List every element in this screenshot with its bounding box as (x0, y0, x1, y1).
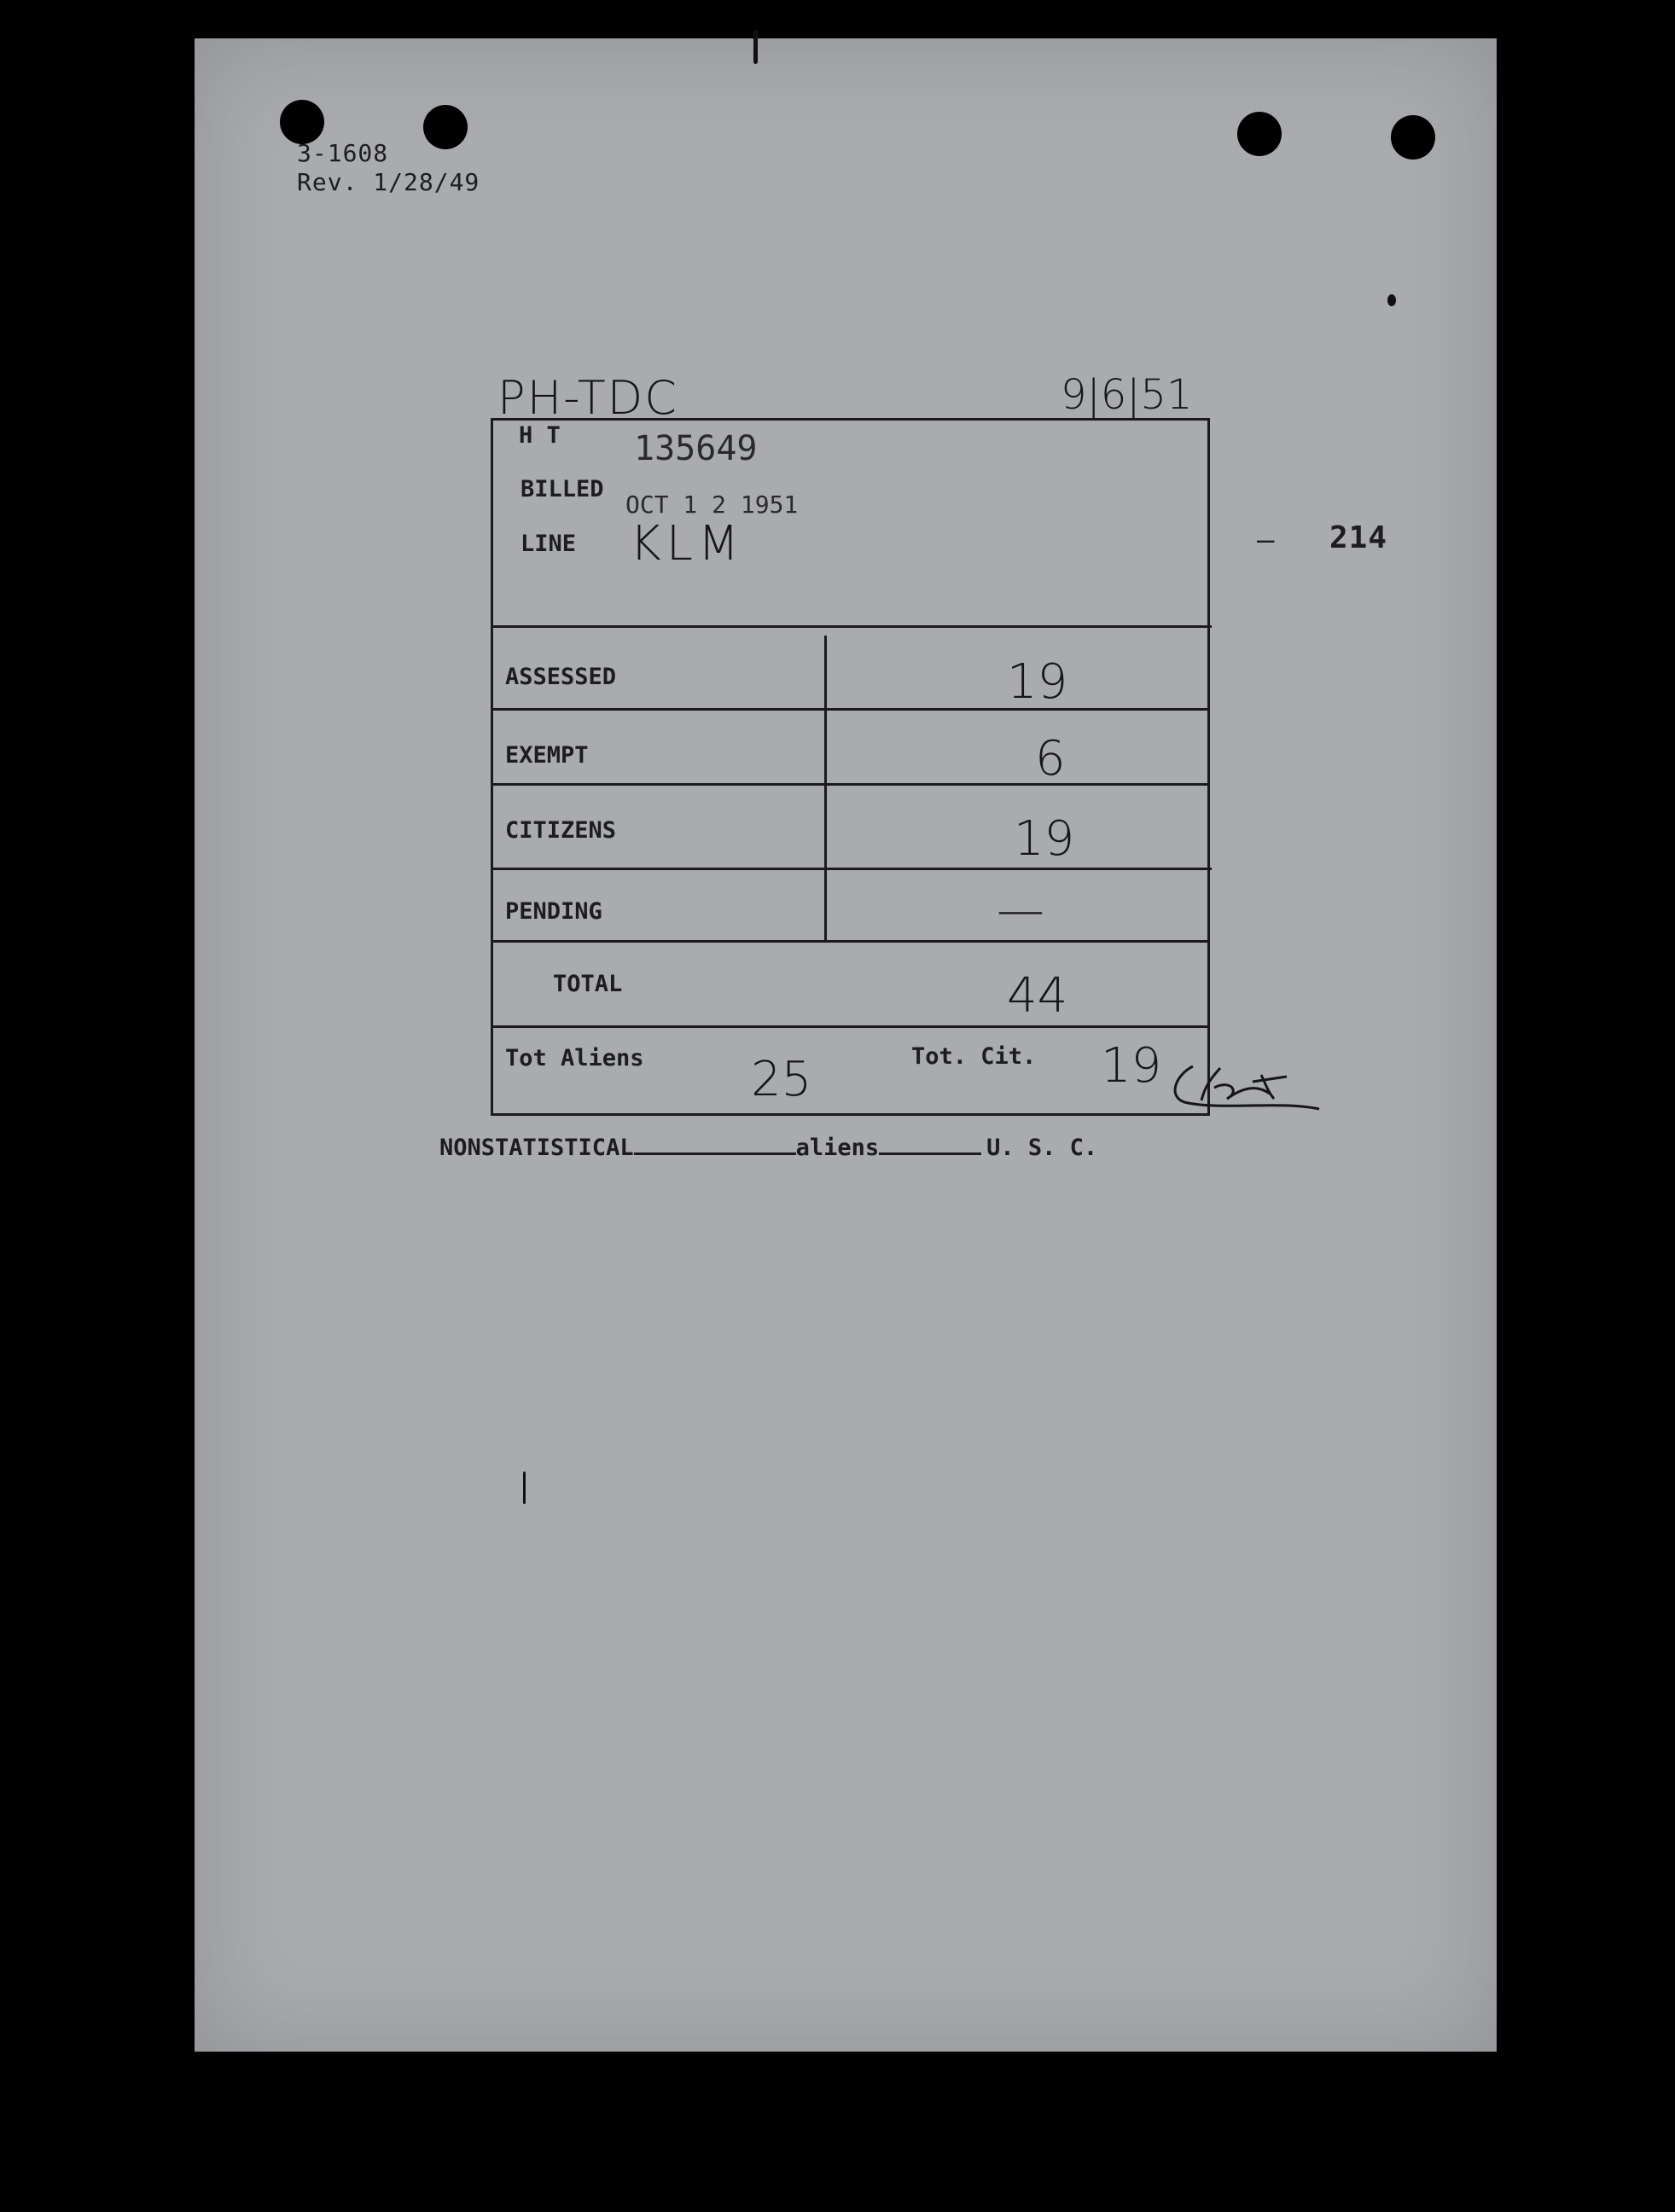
rule-assessed (491, 708, 1210, 711)
line-value-handwritten: KLM (630, 516, 745, 572)
office-code-handwritten: PH-TDC (497, 371, 678, 425)
column-divider (824, 636, 827, 940)
line-label: LINE (521, 531, 577, 557)
punch-hole-top-left-2 (423, 105, 468, 149)
aliens-label: aliens (795, 1135, 880, 1161)
assessed-value: 19 (1007, 654, 1068, 710)
page-number: 214 (1329, 520, 1388, 555)
usc-label: U. S. C. (986, 1135, 1098, 1161)
punch-hole-top-right-1 (1237, 112, 1282, 156)
pending-value: — (997, 883, 1044, 938)
rule-exempt (491, 783, 1210, 786)
tally-form-box (491, 418, 1210, 1116)
citizens-label: CITIZENS (505, 817, 617, 844)
exempt-label: EXEMPT (505, 742, 589, 769)
page-dash: – (1257, 523, 1276, 557)
citizens-value: 19 (1014, 811, 1075, 867)
nonstatistical-blank (634, 1129, 796, 1155)
initials-signature (1167, 1049, 1338, 1118)
exempt-value: 6 (1035, 731, 1066, 787)
ht-number-stamp: 135649 (634, 429, 758, 468)
rule-pending (491, 940, 1210, 943)
tot-cit-label: Tot. Cit. (911, 1043, 1037, 1070)
rule-citizens (491, 868, 1212, 870)
punch-hole-top-right-2 (1391, 115, 1435, 160)
punch-hole-top-left-1 (280, 100, 324, 144)
ht-label: H T (519, 422, 561, 449)
billed-date-stamp: OCT 1 2 1951 (625, 491, 799, 519)
form-revision: Rev. 1/28/49 (297, 168, 480, 196)
rule-total (491, 1025, 1210, 1028)
total-value: 44 (1007, 968, 1068, 1024)
tot-aliens-value: 25 (751, 1052, 812, 1107)
speck-mark (753, 30, 758, 64)
nonstatistical-line (439, 1129, 1097, 1161)
date-handwritten: 9|6|51 (1061, 371, 1193, 419)
speck-mark (1387, 294, 1396, 306)
aliens-blank (879, 1129, 981, 1155)
rule-top-block (491, 625, 1212, 628)
tot-cit-value: 19 (1101, 1038, 1162, 1094)
speck-mark (523, 1472, 526, 1504)
total-label: TOTAL (553, 971, 623, 997)
document-page (195, 38, 1497, 2052)
form-number: 3-1608 (297, 139, 389, 167)
assessed-label: ASSESSED (505, 664, 617, 690)
billed-label: BILLED (521, 476, 604, 502)
pending-label: PENDING (505, 898, 602, 925)
nonstatistical-label: NONSTATISTICAL (439, 1135, 634, 1161)
tot-aliens-label: Tot Aliens (505, 1045, 644, 1071)
